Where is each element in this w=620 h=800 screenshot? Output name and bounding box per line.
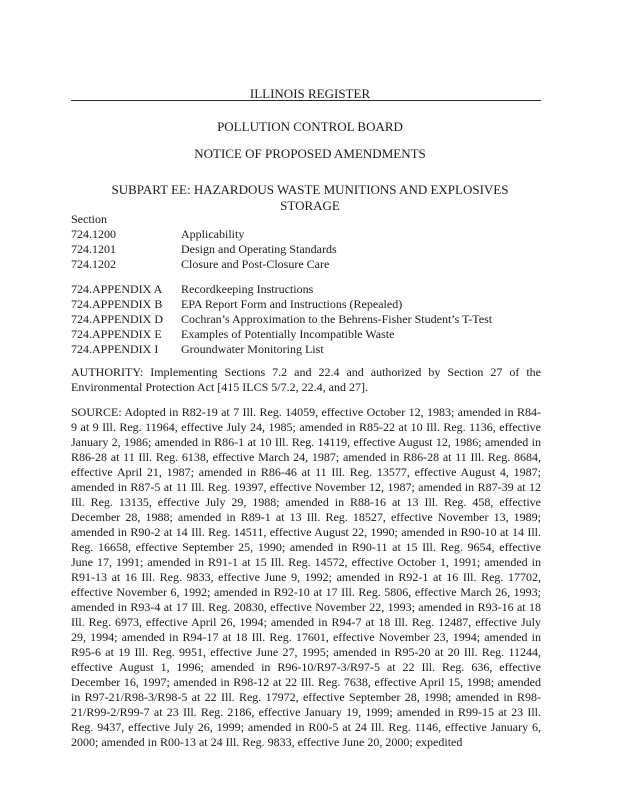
appendix-title: Recordkeeping Instructions xyxy=(181,282,314,296)
appendix-number: 724.APPENDIX B xyxy=(71,297,163,311)
appendix-row xyxy=(71,312,541,327)
appendix-title: Examples of Potentially Incompatible Waste xyxy=(181,327,395,341)
appendix-title: EPA Report Form and Instructions (Repealed) xyxy=(181,297,403,311)
header-rule xyxy=(71,100,541,101)
section-row xyxy=(71,227,541,242)
board-name: POLLUTION CONTROL BOARD xyxy=(217,119,403,134)
subpart-heading-line1: SUBPART EE: HAZARDOUS WASTE MUNITIONS AND EXPLOSIVES xyxy=(111,182,509,197)
subpart-heading xyxy=(0,182,620,213)
section-row xyxy=(71,242,541,257)
section-number: 724.1200 xyxy=(71,227,116,241)
section-title: Applicability xyxy=(181,227,245,241)
appendix-row xyxy=(71,327,541,342)
appendix-number: 724.APPENDIX D xyxy=(71,312,164,326)
notice-title: NOTICE OF PROPOSED AMENDMENTS xyxy=(194,146,426,161)
source-paragraph: SOURCE: Adopted in R82-19 at 7 Ill. Reg. 14059, effective October 12, 1983; amended in R84-9 at 9 Ill. Reg. 11964, effective July 24, 1985; amended in R85-22 at 10 Ill. Reg. 1136, effective January 2, 1986; amended in R86-1 at 10 Ill. Reg. 14119, effective August 12, 1986; amended in R86-28 at 11 Ill. Reg. 6138, effective March 24, 1987; amended in R86-28 at 11 Ill. Reg. 8684, effective April 21, 1987; amended in R86-46 at 11 Ill. Reg. 13577, effective August 4, 1987; amended in R87-5 at 11 Ill. Reg. 19397, effective November 12, 1987; amended in R87-39 at 12 Ill. Reg. 13135, effective July 29, 1988; amended in R88-16 at 13 Ill. Reg. 458, effective December 28, 1988; amended in R89-1 at 13 Ill. Reg. 18527, effective November 13, 1989; amended in R90-2 at 14 Ill. Reg. 14511, effective August 22, 1990; amended in R90-10 at 14 Ill. Reg. 16658, effective September 25, 1990; amended in R90-11 at 15 Ill. Reg. 9654, effective June 17, 1991; amended in R91-1 at 15 Ill. Reg. 14572, effective October 1, 1991; amended in R91-13 at 16 Ill. Reg. 9833, effective June 9, 1992; amended in R92-1 at 16 Ill. Reg. 17702, effective November 6, 1992; amended in R92-10 at 17 Ill. Reg. 5806, effective March 26, 1993; amended in R93-4 at 17 Ill. Reg. 20830, effective November 22, 1993; amended in R93-16 at 18 Ill. Reg. 6973, effective April 26, 1994; amended in R94-7 at 18 Ill. Reg. 12487, effective July 29, 1994; amended in R94-17 at 18 Ill. Reg. 17601, effective November 23, 1994; amended in R95-6 at 19 Ill. Reg. 9951, effective June 27, 1995; amended in R95-20 at 20 Ill. Reg. 11244, effective August 1, 1996; amended in R96-10/R97-3/R97-5 at 22 Ill. Reg. 636, effective December 16, 1997; amended in R98-12 at 22 Ill. Reg. 7638, effective April 15, 1998; amended in R97-21/R98-3/R98-5 at 22 Ill. Reg. 17972, effective September 28, 1998; amended in R98-21/R99-2/R99-7 at 23 Ill. Reg. 2186, effective January 19, 1999; amended in R99-15 at 23 Ill. Reg. 9437, effective July 26, 1999; amended in R00-5 at 24 Ill. Reg. 1146, effective January 6, 2000; amended in R00-13 at 24 Ill. Reg. 9833, effective June 20, 2000; expedited xyxy=(71,405,541,749)
section-title: Closure and Post-Closure Care xyxy=(181,257,330,271)
section-number: 724.1202 xyxy=(71,257,116,271)
section-label xyxy=(71,212,541,227)
appendix-title: Groundwater Monitoring List xyxy=(181,342,324,356)
appendix-row xyxy=(71,282,541,297)
appendix-title: Cochran’s Approximation to the Behrens-Fisher Student’s T-Test xyxy=(181,312,493,326)
register-header: ILLINOIS REGISTER xyxy=(249,86,371,101)
appendix-number: 724.APPENDIX A xyxy=(71,282,163,296)
subpart-heading-line2: STORAGE xyxy=(280,197,340,213)
section-title: Design and Operating Standards xyxy=(181,242,337,256)
authority-paragraph: AUTHORITY: Implementing Sections 7.2 and 22.4 and authorized by Section 27 of the Environmental Protection Act [415 ILCS 5/7.2, 22.4, and 27]. xyxy=(71,365,541,394)
appendix-row xyxy=(71,297,541,312)
section-row xyxy=(71,257,541,272)
appendix-number: 724.APPENDIX I xyxy=(71,342,159,356)
section-number: 724.1201 xyxy=(71,242,116,256)
appendix-row xyxy=(71,342,541,357)
section-label-text: Section xyxy=(71,212,107,226)
appendix-number: 724.APPENDIX E xyxy=(71,327,162,341)
